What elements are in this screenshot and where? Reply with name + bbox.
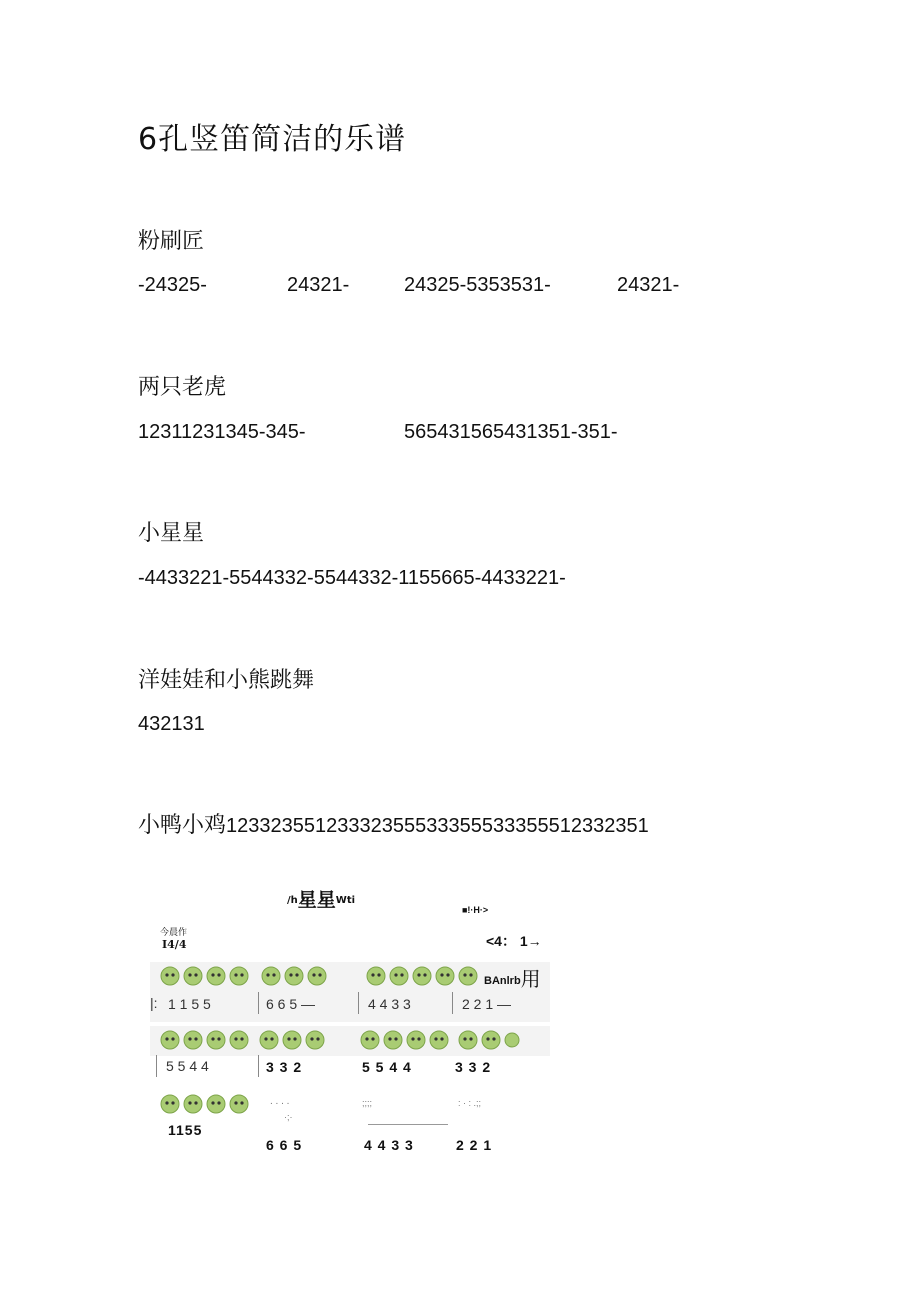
bar-line xyxy=(258,1055,259,1077)
measure-notes: 2 2 1 xyxy=(456,1137,493,1153)
owl-icon xyxy=(283,1031,301,1049)
owl-fingering-row-1 xyxy=(160,964,460,992)
owl-icon xyxy=(161,1095,179,1113)
song-title-xiaoxingxing: 小星星 xyxy=(138,521,205,546)
song-notes: -4433221-5544332-5544332-1155665-4433221- xyxy=(138,567,566,589)
faint-notes: ;;;; xyxy=(362,1098,373,1108)
measure-notes: 3 3 2 xyxy=(455,1059,492,1075)
song-title-fenshuajiang: 粉刷匠 xyxy=(138,229,205,254)
brand-char: 用 xyxy=(520,969,541,991)
time-signature: I4/4 xyxy=(162,938,187,951)
owl-icon xyxy=(207,967,225,985)
owl-icon xyxy=(436,967,454,985)
song-notes: 24325-5353531- xyxy=(404,274,551,296)
bar-line xyxy=(258,992,259,1014)
song-xiaoyaxiaoji xyxy=(138,808,649,839)
faint-notes: . . . . xyxy=(270,1096,290,1107)
song-notes: 24321- xyxy=(617,274,680,296)
owl-icon xyxy=(407,1031,425,1049)
figure-title-suffix: Wti xyxy=(335,895,356,906)
owl-fingering-row-2 xyxy=(160,1028,520,1056)
owl-icon xyxy=(207,1031,225,1049)
measure-notes: 5 5 4 4 xyxy=(362,1059,412,1075)
song-notes: 12332355123332355533355533355512332351 xyxy=(226,815,649,837)
owl-icon xyxy=(285,967,303,985)
faint-line xyxy=(368,1124,448,1125)
owl-icon xyxy=(161,967,179,985)
measure-notes: 1 1 5 5 xyxy=(168,996,211,1012)
figure-title xyxy=(287,885,355,912)
song-notes: -24325- xyxy=(138,274,207,296)
brand-text xyxy=(484,963,541,992)
owl-icon xyxy=(413,967,431,985)
measure-notes: 1155 xyxy=(168,1122,203,1138)
measure-notes: 6 6 5 — xyxy=(266,996,316,1012)
owl-icon xyxy=(230,1031,248,1049)
owl-icon xyxy=(262,967,280,985)
owl-fingering-row-3 xyxy=(160,1092,260,1120)
measure-notes: 4 4 3 3 xyxy=(368,996,411,1012)
measure-notes: 4 4 3 3 xyxy=(364,1137,414,1153)
owl-icon xyxy=(430,1031,448,1049)
owl-icon xyxy=(390,967,408,985)
composer-label: 今晨作 xyxy=(160,928,188,938)
song-notes: 24321- xyxy=(287,274,350,296)
owl-icon xyxy=(459,1031,477,1049)
brand-label: BAnlrb xyxy=(484,975,521,987)
owl-icon xyxy=(367,967,385,985)
measure-notes: 2 2 1 — xyxy=(462,996,512,1012)
owl-icon xyxy=(505,1033,519,1047)
song-notes: 565431565431351-351- xyxy=(404,421,618,443)
repeat-start: |: xyxy=(150,995,158,1011)
song-notes: 12311231345-345- xyxy=(138,421,306,443)
figure-title-prefix: /h xyxy=(287,895,298,906)
owl-icon xyxy=(230,967,248,985)
owl-icon xyxy=(230,1095,248,1113)
faint-notes: ·;· xyxy=(284,1112,293,1122)
owl-icon xyxy=(184,1031,202,1049)
faint-notes: : · : .;; xyxy=(458,1098,482,1108)
bar-line xyxy=(452,992,453,1014)
bar-line xyxy=(156,1055,157,1077)
tempo-text: <4： 1→ xyxy=(486,933,542,949)
measure-notes: 6 6 5 xyxy=(266,1137,303,1153)
song-title-xiaoyaxiaoji: 小鸭小鸡 xyxy=(138,813,227,838)
song-title-yangwawa: 洋娃娃和小熊跳舞 xyxy=(138,668,315,693)
song-title-liangzhilaohu: 两只老虎 xyxy=(138,375,227,400)
owl-icon xyxy=(207,1095,225,1113)
bar-line xyxy=(358,992,359,1014)
owl-icon xyxy=(260,1031,278,1049)
owl-fingering-extra xyxy=(456,964,486,992)
owl-icon xyxy=(384,1031,402,1049)
measure-notes: 3 3 2 xyxy=(266,1059,303,1075)
owl-icon xyxy=(184,1095,202,1113)
owl-icon xyxy=(308,967,326,985)
owl-icon xyxy=(184,967,202,985)
page-title: 6孔竖笛简洁的乐谱 xyxy=(138,122,407,157)
owl-icon xyxy=(306,1031,324,1049)
song-notes: 432131 xyxy=(138,713,205,735)
owl-icon xyxy=(361,1031,379,1049)
owl-icon xyxy=(459,967,477,985)
measure-notes: 5 5 4 4 xyxy=(166,1058,209,1074)
figure-title-main: 星星 xyxy=(297,889,336,911)
corner-mark: ■!·H·> xyxy=(462,905,489,915)
owl-icon xyxy=(161,1031,179,1049)
owl-icon xyxy=(482,1031,500,1049)
